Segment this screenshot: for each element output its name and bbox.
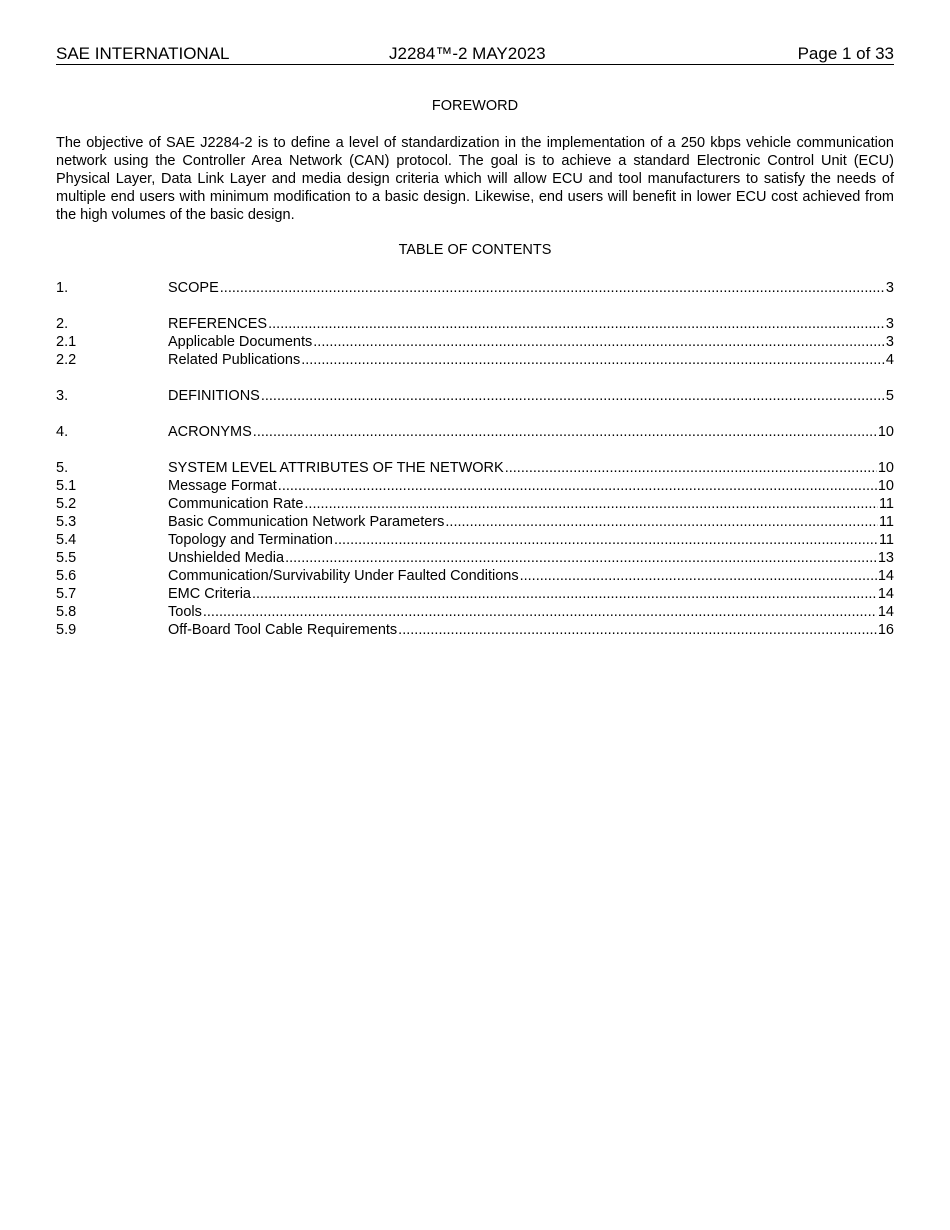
toc-entry-label: Off-Board Tool Cable Requirements [168,622,398,638]
toc-entry-label: EMC Criteria [168,586,251,602]
toc-entry-number: 2. [56,316,69,332]
toc-entry-page: 11 [878,514,894,530]
toc-entry-page: 14 [877,568,894,584]
toc-entry-page: 3 [885,316,894,332]
toc-entry-label: Basic Communication Network Parameters [168,514,445,530]
toc-leader-dots [505,459,877,477]
toc-entry-page: 5 [885,388,894,404]
header-page-number: Page 1 of 33 [797,44,894,63]
toc-entry-label: Related Publications [168,352,301,368]
toc-entry-page: 11 [878,532,894,548]
table-of-contents [56,279,894,639]
toc-entry[interactable] [56,477,894,495]
toc-entry-page: 4 [885,352,894,368]
toc-entry-label: Communication Rate [168,496,304,512]
toc-entry-number: 5.6 [56,568,77,584]
toc-entry[interactable] [56,567,894,585]
toc-entry-label: Unshielded Media [168,550,285,566]
toc-entry-number: 4. [56,424,69,440]
foreword-paragraph: The objective of SAE J2284-2 is to define a level of standardization in the implementation of a 250 kbps vehicle communication network using the Controller Area Network (CAN) protocol. The goal is to achieve a standard Electronic Control Unit (ECU) Physical Layer, Data Link Layer and media design criteria which will allow ECU and tool manufacturers to satisfy the needs of multiple end users with minimum modification to a basic design. Likewise, end users will benefit in lower ECU cost achieved from the high volumes of the basic design. [56,135,894,223]
toc-entry-page: 3 [885,334,894,350]
toc-leader-dots [301,351,885,369]
toc-leader-dots [334,531,878,549]
toc-leader-dots [520,567,877,585]
toc-entry-label: Message Format [168,478,277,494]
toc-entry-number: 2.2 [56,352,77,368]
toc-entry[interactable] [56,387,894,405]
toc-entry[interactable] [56,315,894,333]
toc-entry[interactable] [56,333,894,351]
header-organization: SAE INTERNATIONAL [56,44,230,63]
toc-leader-dots [278,477,877,495]
toc-entry-label: ACRONYMS [168,424,252,440]
toc-entry-page: 14 [877,604,894,620]
toc-entry[interactable] [56,459,894,477]
toc-entry-page: 16 [877,622,894,638]
toc-entry-page: 10 [877,460,894,476]
toc-entry-label: SCOPE [168,280,219,296]
toc-entry-number: 5.2 [56,496,77,512]
toc-entry[interactable] [56,549,894,567]
toc-leader-dots [285,549,877,567]
toc-entry-label: Tools [168,604,202,620]
toc-entry-label: SYSTEM LEVEL ATTRIBUTES OF THE NETWORK [168,460,504,476]
toc-entry-number: 5.5 [56,550,77,566]
toc-leader-dots [261,387,885,405]
toc-entry-number: 2.1 [56,334,77,350]
toc-leader-dots [253,423,877,441]
toc-entry[interactable] [56,603,894,621]
toc-entry[interactable] [56,351,894,369]
toc-heading: TABLE OF CONTENTS [398,242,552,258]
toc-entry-page: 13 [877,550,894,566]
toc-entry-page: 3 [885,280,894,296]
toc-leader-dots [252,585,877,603]
page-header [56,44,894,65]
toc-entry-number: 1. [56,280,69,296]
toc-entry-label: DEFINITIONS [168,388,260,404]
toc-leader-dots [220,279,885,297]
toc-entry-number: 5.1 [56,478,77,494]
toc-entry-label: REFERENCES [168,316,268,332]
toc-entry[interactable] [56,423,894,441]
toc-entry-number: 5.3 [56,514,77,530]
toc-entry-label: Topology and Termination [168,532,333,548]
toc-entry-page: 10 [877,478,894,494]
toc-entry-number: 5.4 [56,532,77,548]
header-document-id: J2284™-2 MAY2023 [389,44,546,63]
foreword-heading: FOREWORD [431,98,519,114]
toc-leader-dots [313,333,885,351]
toc-entry[interactable] [56,495,894,513]
toc-entry-number: 5.8 [56,604,77,620]
toc-entry-number: 5.7 [56,586,77,602]
toc-leader-dots [304,495,878,513]
toc-entry-label: Communication/Survivability Under Faulted Conditions [168,568,519,584]
toc-entry[interactable] [56,531,894,549]
toc-entry[interactable] [56,621,894,639]
toc-entry-number: 5.9 [56,622,77,638]
toc-entry-page: 11 [878,496,894,512]
toc-leader-dots [398,621,877,639]
toc-entry-label: Applicable Documents [168,334,313,350]
toc-entry[interactable] [56,585,894,603]
toc-leader-dots [203,603,877,621]
toc-leader-dots [445,513,878,531]
toc-entry[interactable] [56,513,894,531]
toc-entry[interactable] [56,279,894,297]
toc-entry-page: 14 [877,586,894,602]
toc-entry-page: 10 [877,424,894,440]
toc-entry-number: 5. [56,460,69,476]
toc-entry-number: 3. [56,388,69,404]
toc-leader-dots [268,315,885,333]
